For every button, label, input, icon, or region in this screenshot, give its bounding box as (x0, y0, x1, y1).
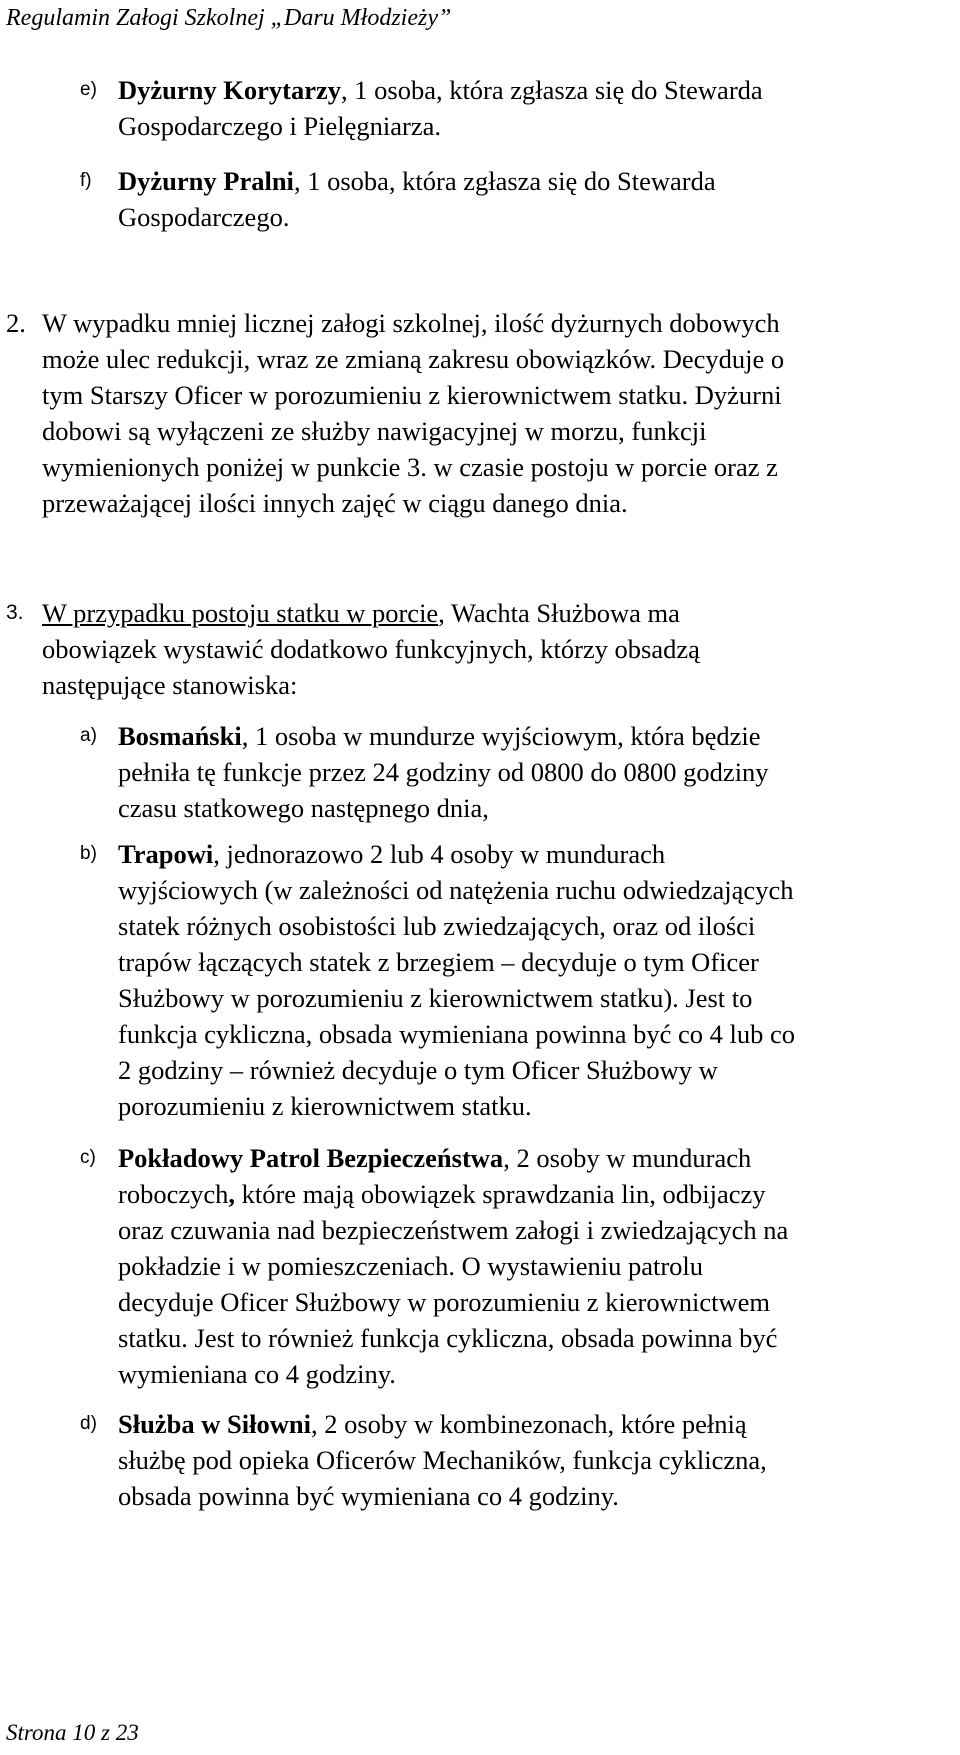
item-marker: d) (80, 1413, 97, 1434)
item-line: 2 godziny – również decyduje o tym Oficer Służbowy w (118, 1055, 718, 1085)
paragraph-line: obowiązek wystawić dodatkowo funkcyjnych, którzy obsadzą (42, 634, 700, 664)
item-term: Dyżurny Korytarzy (118, 75, 341, 105)
item-line: decyduje Oficer Służbowy w porozumieniu z kierownictwem (118, 1287, 770, 1317)
item-marker: c) (80, 1147, 96, 1168)
item-line: Służbowy w porozumieniu z kierownictwem statku). Jest to (118, 983, 753, 1013)
item-line: wymieniana co 4 godziny. (118, 1359, 396, 1389)
item-line: statku. Jest to również funkcja cykliczna, obsada powinna być (118, 1323, 778, 1353)
item-term: Bosmański (118, 721, 242, 751)
item-line: czasu statkowego następnego dnia, (118, 793, 489, 823)
paragraph-line: tym Starszy Oficer w porozumieniu z kierownictwem statku. Dyżurni (42, 380, 782, 410)
item-marker: f) (80, 170, 92, 191)
item-marker: a) (80, 725, 97, 746)
point-number: 3. (6, 601, 24, 624)
paragraph-line: wymienionych poniżej w punkcie 3. w czasie postoju w porcie oraz z (42, 452, 778, 482)
item-line: Bosmański, 1 osoba w mundurze wyjściowym, która będzie (118, 721, 761, 751)
item-term: Pokładowy Patrol Bezpieczeństwa (118, 1143, 504, 1173)
item-line: Dyżurny Korytarzy, 1 osoba, która zgłasza się do Stewarda (118, 75, 763, 105)
item-line: Gospodarczego. (118, 202, 290, 232)
paragraph-line: W przypadku postoju statku w porcie, Wachta Służbowa ma (42, 598, 680, 628)
paragraph-line: następujące stanowiska: (42, 670, 298, 700)
running-header: Regulamin Załogi Szkolnej „Daru Młodzieży” (6, 5, 452, 31)
paragraph-line: dobowi są wyłączeni ze służby nawigacyjnej w morzu, funkcji (42, 416, 707, 446)
paragraph-line: W wypadku mniej licznej załogi szkolnej, ilość dyżurnych dobowych (42, 308, 780, 338)
item-line: obsada powinna być wymieniana co 4 godziny. (118, 1481, 619, 1511)
paragraph-line: przeważającej ilości innych zajęć w ciągu danego dnia. (42, 488, 628, 518)
item-term: Służba w Siłowni (118, 1409, 311, 1439)
item-marker: e) (80, 79, 97, 100)
underlined-phrase: W przypadku postoju statku w porcie (42, 598, 439, 628)
item-line: porozumieniu z kierownictwem statku. (118, 1091, 532, 1121)
item-line: roboczych, które mają obowiązek sprawdzania lin, odbijaczy (118, 1179, 766, 1209)
item-line: pełniła tę funkcje przez 24 godziny od 0800 do 0800 godziny (118, 757, 769, 787)
item-line: pokładzie i w pomieszczeniach. O wystawieniu patrolu (118, 1251, 704, 1281)
item-line: oraz czuwania nad bezpieczeństwem załogi i zwiedzających na (118, 1215, 789, 1245)
item-line: wyjściowych (w zależności od natężenia ruchu odwiedzających (118, 875, 794, 905)
item-line: Dyżurny Pralni, 1 osoba, która zgłasza się do Stewarda (118, 166, 716, 196)
item-line: Pokładowy Patrol Bezpieczeństwa, 2 osoby w mundurach (118, 1143, 752, 1173)
item-line: Gospodarczego i Pielęgniarza. (118, 111, 442, 141)
item-term: Trapowi (118, 839, 214, 869)
item-line: Służba w Siłowni, 2 osoby w kombinezonach, które pełnią (118, 1409, 747, 1439)
item-line: statek różnych osobistości lub zwiedzających, oraz od ilości (118, 911, 756, 941)
item-line: trapów łączących statek z brzegiem – decyduje o tym Oficer (118, 947, 759, 977)
item-term: Dyżurny Pralni (118, 166, 294, 196)
item-marker: b) (80, 843, 97, 864)
item-line: służbę pod opieka Oficerów Mechaników, funkcja cykliczna, (118, 1445, 767, 1475)
paragraph-line: może ulec redukcji, wraz ze zmianą zakresu obowiązków. Decyduje o (42, 344, 785, 374)
page-number-footer: Strona 10 z 23 (6, 1720, 139, 1745)
item-line: funkcja cykliczna, obsada wymieniana powinna być co 4 lub co (118, 1019, 795, 1049)
point-number: 2. (6, 308, 26, 338)
item-line: Trapowi, jednorazowo 2 lub 4 osoby w mundurach (118, 839, 666, 869)
